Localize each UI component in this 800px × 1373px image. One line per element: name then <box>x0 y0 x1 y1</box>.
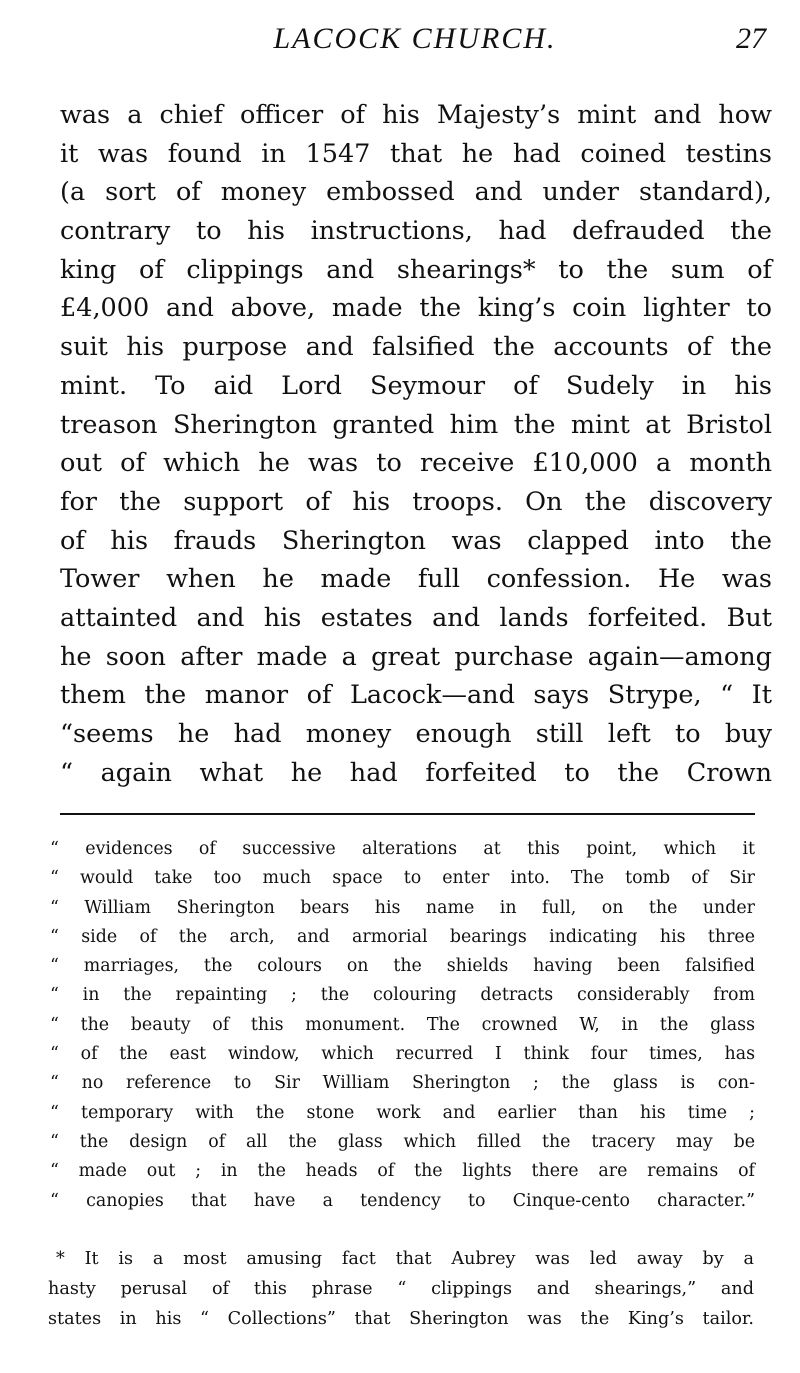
footnote-line: * It is a most amusing fact that Aubrey was led away by a <box>56 1249 754 1269</box>
page-number: 27 <box>736 22 766 55</box>
text-line: “seems he had money enough still left to buy <box>60 719 772 749</box>
note-line: “ canopies that have a tendency to Cinque-cento character.” <box>50 1190 755 1211</box>
text-line: it was found in 1547 that he had coined testins <box>60 138 772 169</box>
note-line: “ temporary with the stone work and earlier than his time ; <box>50 1102 755 1123</box>
quoted-note <box>50 835 755 1216</box>
text-line: £4,000 and above, made the king’s coin lighter to <box>60 293 772 324</box>
text-line: (a sort of money embossed and under standard), <box>60 177 772 208</box>
text-line: mint. To aid Lord Seymour of Sudely in his <box>60 370 772 401</box>
text-line: of his frauds Sherington was clapped into the <box>60 525 772 556</box>
main-text <box>60 96 772 792</box>
text-line: treason Sherington granted him the mint at Bristol <box>60 409 772 440</box>
text-line: he soon after made a great purchase again—among <box>60 641 772 672</box>
note-line: “ the beauty of this monument. The crowned W, in the glass <box>50 1014 755 1035</box>
text-line: Tower when he made full confession. He was <box>60 564 772 595</box>
text-line: “ again what he had forfeited to the Crown <box>60 757 772 788</box>
footnote-divider <box>60 813 755 815</box>
footnote-line: hasty perusal of this phrase “ clippings and shearings,” and <box>48 1279 754 1299</box>
text-line: king of clippings and shearings* to the sum of <box>60 254 772 285</box>
text-line: contrary to his instructions, had defrauded the <box>60 216 772 247</box>
page-header <box>60 22 770 62</box>
note-line: “ marriages, the colours on the shields having been falsified <box>50 956 755 977</box>
note-line: “ no reference to Sir William Sherington ; the glass is con- <box>50 1073 755 1094</box>
note-line: “ the design of all the glass which filled the tracery may be <box>50 1131 755 1152</box>
footnote <box>48 1244 754 1334</box>
text-line: was a chief officer of his Majesty’s mint and how <box>60 100 772 130</box>
note-line: “ William Sherington bears his name in full, on the under <box>50 897 755 918</box>
text-line: for the support of his troops. On the discovery <box>60 486 772 517</box>
text-line: attainted and his estates and lands forfeited. But <box>60 602 772 633</box>
note-line: “ of the east window, which recurred I think four times, has <box>50 1044 755 1065</box>
text-line: suit his purpose and falsified the accounts of the <box>60 332 772 363</box>
note-line: “ would take too much space to enter into. The tomb of Sir <box>50 868 755 889</box>
note-line: “ evidences of successive alterations at this point, which it <box>50 839 755 859</box>
text-line: out of which he was to receive £10,000 a month <box>60 448 772 479</box>
note-line: “ side of the arch, and armorial bearings indicating his three <box>50 926 755 947</box>
note-line: “ in the repainting ; the colouring detracts considerably from <box>50 985 755 1006</box>
note-line: “ made out ; in the heads of the lights there are remains of <box>50 1161 755 1182</box>
text-line: them the manor of Lacock—and says Strype, “ It <box>60 680 772 711</box>
running-title: LACOCK CHURCH. <box>273 22 557 55</box>
footnote-line: states in his “ Collections” that Sherington was the King’s tailor. <box>48 1309 754 1329</box>
